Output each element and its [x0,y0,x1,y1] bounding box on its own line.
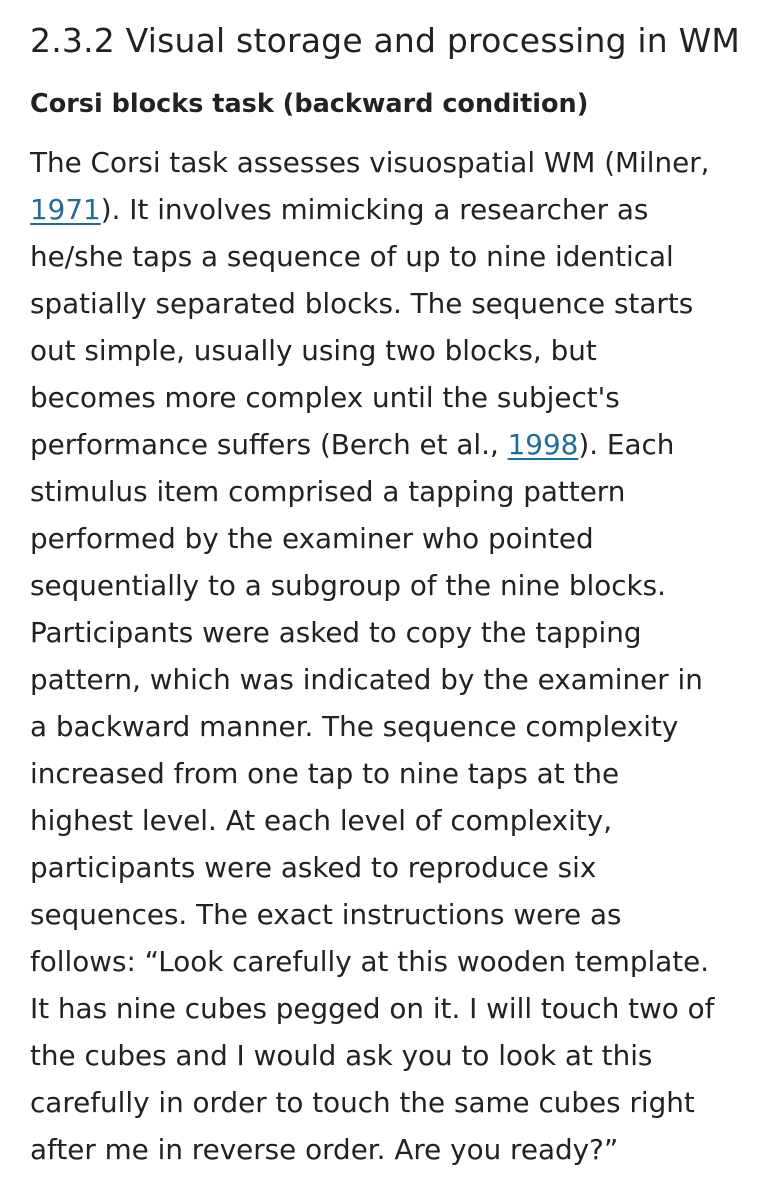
paragraph-line: follows: “Look carefully at this wooden template. [30,945,710,978]
citation-link-berch-1998[interactable]: 1998 [507,428,579,461]
paragraph-line: pattern, which was indicated by the examiner in [30,663,703,696]
paragraph-line: he/she taps a sequence of up to nine identical [30,240,674,273]
paragraph-line: carefully in order to touch the same cubes right [30,1086,695,1119]
paragraph-line: Participants were asked to copy the tapping [30,616,642,649]
paragraph-line: spatially separated blocks. The sequence starts [30,287,694,320]
section-heading: 2.3.2 Visual storage and processing in WM [30,21,741,60]
citation-link-milner-1971[interactable]: 1971 [30,193,101,226]
paragraph-line: out simple, usually using two blocks, but [30,334,597,367]
paragraph-line: participants were asked to reproduce six [30,851,597,884]
paragraph-line: performed by the examiner who pointed [30,522,594,555]
paragraph-line: after me in reverse order. Are you ready?” [30,1133,619,1166]
paragraph-line: It has nine cubes pegged on it. I will touch two of [30,992,715,1025]
paragraph-line: The Corsi task assesses visuospatial WM (Milner, [30,146,710,179]
paragraph-line: increased from one tap to nine taps at the [30,757,620,790]
paragraph-line [30,421,750,468]
body-paragraph [30,139,750,1173]
subsection-heading: Corsi blocks task (backward condition) [30,89,589,119]
paragraph-text: performance suffers (Berch et al., [30,428,508,461]
article-section [30,14,750,1173]
paragraph-line: a backward manner. The sequence complexity [30,710,679,743]
paragraph-line: sequentially to a subgroup of the nine blocks. [30,569,666,602]
paragraph-line: becomes more complex until the subject's [30,381,620,414]
paragraph-line: stimulus item comprised a tapping pattern [30,475,626,508]
paragraph-line [30,186,750,233]
paragraph-text: ). Each [578,428,675,461]
paragraph-line: highest level. At each level of complexity, [30,804,613,837]
paragraph-line: the cubes and I would ask you to look at this [30,1039,653,1072]
paragraph-text: ). It involves mimicking a researcher as [100,193,649,226]
paragraph-line: sequences. The exact instructions were as [30,898,622,931]
